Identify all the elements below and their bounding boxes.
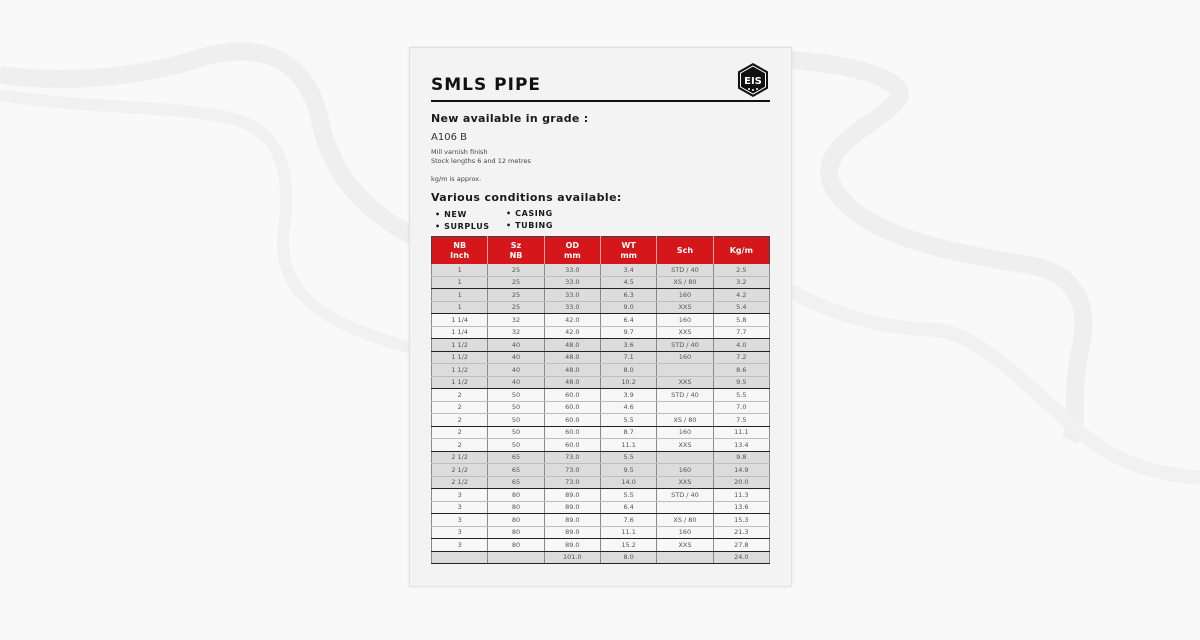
- conditions-list-2: [506, 208, 553, 232]
- table-cell: 25: [488, 276, 544, 289]
- spec-sheet: [409, 47, 792, 587]
- table-cell: 48.0: [544, 376, 600, 389]
- table-cell: 5.5: [600, 414, 656, 427]
- table-cell: 65: [488, 451, 544, 464]
- table-cell: 42.0: [544, 326, 600, 339]
- table-cell: XXS: [657, 376, 713, 389]
- table-cell: 89.0: [544, 501, 600, 514]
- table-cell: 3: [432, 539, 488, 552]
- table-cell: 80: [488, 539, 544, 552]
- table-cell: 2: [432, 414, 488, 427]
- table-cell: 2: [432, 401, 488, 414]
- table-row: [432, 264, 770, 276]
- table-cell: 33.0: [544, 276, 600, 289]
- table-row: [432, 339, 770, 352]
- table-cell: 65: [488, 464, 544, 477]
- table-cell: 101.0: [544, 551, 600, 564]
- table-row: [432, 489, 770, 502]
- title-divider: [431, 100, 770, 102]
- table-row: [432, 414, 770, 427]
- table-cell: 3: [432, 514, 488, 527]
- table-cell: 2 1/2: [432, 476, 488, 489]
- table-row: [432, 514, 770, 527]
- condition-item: • NEW: [435, 209, 490, 221]
- table-row: [432, 464, 770, 477]
- table-cell: 9.5: [600, 464, 656, 477]
- table-cell: 80: [488, 526, 544, 539]
- table-row: [432, 376, 770, 389]
- table-cell: 3.2: [713, 276, 769, 289]
- table-cell: 40: [488, 364, 544, 377]
- table-cell: 4.0: [713, 339, 769, 352]
- table-cell: 33.0: [544, 289, 600, 302]
- table-cell: 80: [488, 514, 544, 527]
- table-cell: STD / 40: [657, 339, 713, 352]
- table-cell: [657, 551, 713, 564]
- table-cell: 1: [432, 276, 488, 289]
- table-cell: 10.2: [600, 376, 656, 389]
- table-row: [432, 289, 770, 302]
- table-cell: 4.5: [600, 276, 656, 289]
- table-cell: STD / 40: [657, 489, 713, 502]
- table-cell: 1 1/2: [432, 351, 488, 364]
- table-cell: 160: [657, 464, 713, 477]
- table-cell: 9.5: [713, 376, 769, 389]
- table-cell: 7.0: [713, 401, 769, 414]
- table-cell: 8.6: [713, 364, 769, 377]
- table-row: [432, 439, 770, 452]
- table-cell: [657, 451, 713, 464]
- table-cell: 14.0: [600, 476, 656, 489]
- header-nb-inch: NB Inch: [432, 237, 488, 265]
- table-cell: 3.6: [600, 339, 656, 352]
- table-cell: 3: [432, 526, 488, 539]
- table-cell: 5.8: [713, 314, 769, 327]
- table-cell: 50: [488, 414, 544, 427]
- table-cell: [488, 551, 544, 564]
- grade-value: A106 B: [431, 132, 467, 143]
- table-cell: 4.6: [600, 401, 656, 414]
- table-cell: 160: [657, 526, 713, 539]
- table-cell: 73.0: [544, 476, 600, 489]
- table-cell: 25: [488, 301, 544, 314]
- table-row: [432, 276, 770, 289]
- table-cell: 50: [488, 439, 544, 452]
- table-cell: 40: [488, 339, 544, 352]
- table-cell: 1 1/4: [432, 326, 488, 339]
- header-kg-m: Kg/m: [713, 237, 769, 265]
- table-cell: 2: [432, 426, 488, 439]
- table-row: [432, 401, 770, 414]
- table-row: [432, 351, 770, 364]
- table-row: [432, 314, 770, 327]
- table-cell: 1 1/2: [432, 376, 488, 389]
- table-cell: XS / 80: [657, 514, 713, 527]
- table-cell: 11.1: [600, 526, 656, 539]
- table-cell: [432, 551, 488, 564]
- svg-text:EIS: EIS: [744, 76, 762, 87]
- table-row: [432, 539, 770, 552]
- table-cell: 40: [488, 351, 544, 364]
- table-cell: 8.7: [600, 426, 656, 439]
- table-cell: STD / 40: [657, 389, 713, 402]
- table-cell: 9.8: [713, 451, 769, 464]
- table-cell: 20.0: [713, 476, 769, 489]
- note-finish: Mill varnish finish: [431, 148, 488, 156]
- table-cell: 15.3: [713, 514, 769, 527]
- table-row: [432, 426, 770, 439]
- table-cell: 5.5: [600, 451, 656, 464]
- table-header-row: [432, 237, 770, 265]
- page-title: SMLS PIPE: [431, 75, 542, 95]
- table-cell: 2 1/2: [432, 464, 488, 477]
- table-cell: 73.0: [544, 451, 600, 464]
- condition-item: • TUBING: [506, 220, 553, 232]
- table-row: [432, 526, 770, 539]
- table-cell: 89.0: [544, 539, 600, 552]
- table-cell: 60.0: [544, 401, 600, 414]
- table-cell: 7.7: [713, 326, 769, 339]
- table-cell: [657, 501, 713, 514]
- table-cell: 8.0: [600, 551, 656, 564]
- table-cell: 11.1: [600, 439, 656, 452]
- table-cell: 42.0: [544, 314, 600, 327]
- conditions-list-1: [435, 209, 490, 233]
- table-cell: 80: [488, 489, 544, 502]
- table-cell: 6.3: [600, 289, 656, 302]
- table-cell: 3.4: [600, 264, 656, 276]
- table-cell: XS / 80: [657, 414, 713, 427]
- table-cell: 13.4: [713, 439, 769, 452]
- table-cell: 2: [432, 389, 488, 402]
- table-cell: 25: [488, 264, 544, 276]
- table-cell: 65: [488, 476, 544, 489]
- table-cell: 48.0: [544, 351, 600, 364]
- table-cell: 7.6: [600, 514, 656, 527]
- table-cell: 160: [657, 289, 713, 302]
- table-cell: 9.0: [600, 301, 656, 314]
- table-cell: 15.2: [600, 539, 656, 552]
- table-cell: 89.0: [544, 514, 600, 527]
- table-row: [432, 551, 770, 564]
- table-cell: [657, 364, 713, 377]
- table-cell: 73.0: [544, 464, 600, 477]
- table-row: [432, 451, 770, 464]
- table-cell: 5.4: [713, 301, 769, 314]
- table-cell: 4.2: [713, 289, 769, 302]
- table-cell: 60.0: [544, 389, 600, 402]
- table-cell: 7.1: [600, 351, 656, 364]
- header-od-mm: OD mm: [544, 237, 600, 265]
- table-cell: 60.0: [544, 439, 600, 452]
- table-cell: 60.0: [544, 414, 600, 427]
- table-cell: XXS: [657, 439, 713, 452]
- table-cell: 33.0: [544, 264, 600, 276]
- table-cell: 6.4: [600, 501, 656, 514]
- table-cell: XXS: [657, 539, 713, 552]
- table-cell: 5.5: [713, 389, 769, 402]
- table-cell: 7.5: [713, 414, 769, 427]
- table-cell: 32: [488, 314, 544, 327]
- table-cell: 89.0: [544, 526, 600, 539]
- table-row: [432, 326, 770, 339]
- table-cell: 80: [488, 501, 544, 514]
- header-wt-mm: WT mm: [600, 237, 656, 265]
- header-sch: Sch: [657, 237, 713, 265]
- table-cell: 27.8: [713, 539, 769, 552]
- table-row: [432, 301, 770, 314]
- table-cell: 1 1/2: [432, 364, 488, 377]
- table-cell: 50: [488, 426, 544, 439]
- table-cell: 14.9: [713, 464, 769, 477]
- table-cell: 5.5: [600, 489, 656, 502]
- eis-logo-icon: [736, 62, 770, 98]
- table-cell: 3: [432, 501, 488, 514]
- table-cell: 9.7: [600, 326, 656, 339]
- pipe-spec-table: [431, 236, 770, 564]
- table-cell: 48.0: [544, 364, 600, 377]
- table-cell: 21.3: [713, 526, 769, 539]
- header-sz-nb: Sz NB: [488, 237, 544, 265]
- table-cell: 2 1/2: [432, 451, 488, 464]
- table-cell: 11.3: [713, 489, 769, 502]
- table-row: [432, 364, 770, 377]
- note-approx: kg/m is approx.: [431, 175, 482, 183]
- table-cell: 1: [432, 289, 488, 302]
- table-cell: 50: [488, 389, 544, 402]
- table-cell: 50: [488, 401, 544, 414]
- table-cell: STD / 40: [657, 264, 713, 276]
- table-cell: 2: [432, 439, 488, 452]
- table-cell: 3.9: [600, 389, 656, 402]
- table-cell: 33.0: [544, 301, 600, 314]
- note-lengths: Stock lengths 6 and 12 metres: [431, 157, 531, 165]
- table-row: [432, 501, 770, 514]
- table-cell: 48.0: [544, 339, 600, 352]
- table-cell: 13.6: [713, 501, 769, 514]
- table-cell: XXS: [657, 476, 713, 489]
- table-cell: 6.4: [600, 314, 656, 327]
- table-cell: 60.0: [544, 426, 600, 439]
- table-cell: 89.0: [544, 489, 600, 502]
- table-cell: 2.5: [713, 264, 769, 276]
- table-cell: 25: [488, 289, 544, 302]
- table-cell: 7.2: [713, 351, 769, 364]
- conditions-heading: Various conditions available:: [431, 191, 622, 204]
- table-cell: 160: [657, 426, 713, 439]
- table-row: [432, 389, 770, 402]
- table-cell: 1 1/4: [432, 314, 488, 327]
- table-cell: 160: [657, 351, 713, 364]
- table-cell: [657, 401, 713, 414]
- table-cell: 24.0: [713, 551, 769, 564]
- table-cell: 160: [657, 314, 713, 327]
- table-cell: 3: [432, 489, 488, 502]
- table-cell: XS / 80: [657, 276, 713, 289]
- table-cell: 11.1: [713, 426, 769, 439]
- table-cell: 40: [488, 376, 544, 389]
- table-body: [432, 264, 770, 564]
- condition-item: • SURPLUS: [435, 221, 490, 233]
- table-cell: XXS: [657, 301, 713, 314]
- table-cell: 1: [432, 264, 488, 276]
- table-cell: 1 1/2: [432, 339, 488, 352]
- table-cell: 8.0: [600, 364, 656, 377]
- condition-item: • CASING: [506, 208, 553, 220]
- table-cell: XXS: [657, 326, 713, 339]
- table-row: [432, 476, 770, 489]
- grade-heading: New available in grade :: [431, 112, 589, 125]
- table-cell: 1: [432, 301, 488, 314]
- table-cell: 32: [488, 326, 544, 339]
